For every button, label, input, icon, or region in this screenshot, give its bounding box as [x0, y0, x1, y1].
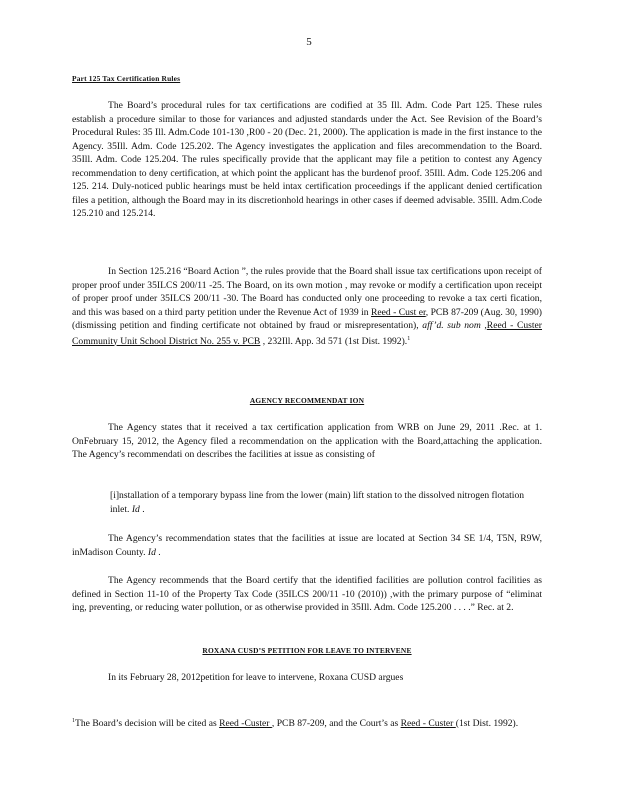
- paragraph-roxana-argues: [72, 671, 542, 685]
- text-run: , PCB 87-209 (Aug. 30, 1990) (dismissing petition and finding certificate not obtained by fraud or misrepresentation),: [72, 306, 542, 331]
- footnote-case-reed-custer-court: Reed - Custer: [400, 718, 456, 730]
- quote-run: [i]nstallation of a temporary bypass line from the lower (main) lift station to the dissolved nitrogen flotation inlet.: [110, 490, 525, 515]
- section-heading-agency-recommendation: [72, 396, 542, 405]
- paragraph-facility-location: [72, 532, 542, 559]
- case-citation-reed-custer-district: Reed - Custer Community Unit School District No. 255 v. PCB: [72, 320, 543, 347]
- paragraph-text: The Board’s procedural rules for tax certifications are codified at 35 Ill. Adm. Code Part 125. These rules establish a procedure similar to those for variances and adjusted standards under the Act. See Revision of the Board’s Procedural Rules: 35 Ill. Adm.Code 101-130 ,R00 - 20 (Dec. 21, 2000). The application is made in the first instance to the Agency. 35Ill. Adm. Code 125.202. The Agency investigates the application and files arecommendation to the Board. 35Ill. Adm. Code 125.204. The rules specifically provide that the applicant may file a petition to contest any Agency recommendation to deny certification, at which point the applicant has the burdenof proof. 35Ill. Adm. Code 125.206 and 125. 214. Duly-noticed public hearings must be held intax certification proceedings if the applicant denied certification files a petition, although the Board may in its discretionhold hearings in other cases if deemed advisable. 35Ill. Adm.Code 125.210 and 125.214.: [72, 100, 542, 219]
- paragraph-text: The Agency’s recommendation states that the facilities at issue are located at Section 34 SE 1/4, T5N, R9W, inMadison County. Id .: [72, 533, 542, 558]
- footnote-text: [72, 714, 542, 731]
- block-quote: [72, 489, 542, 516]
- paragraph-text: [72, 265, 542, 348]
- heading-text: Part 125 Tax Certification Rules: [72, 74, 181, 83]
- quote-text: [i]nstallation of a temporary bypass line from the lower (main) lift station to the dissolved nitrogen flotation inlet. Id .: [110, 490, 525, 515]
- footnote: [72, 714, 542, 731]
- heading-text: AGENCY RECOMMENDAT ION: [249, 396, 365, 405]
- text-run: (1st Dist. 1992).: [455, 718, 519, 730]
- paragraph-text: The Agency states that it received a tax certification application from WRB on June 29, 2011 .Rec. at 1. OnFebruary 15, 2012, the Agency filed a recommendation on the application with the Board,attaching the application. The Agency’s recommendati on describes the facilities at issue as consisting of: [72, 422, 542, 460]
- page-number: 5: [306, 36, 312, 48]
- section-heading-part-125: [72, 74, 542, 83]
- id-citation: Id: [147, 546, 156, 558]
- text-run: The Agency’s recommendation states that the facilities at issue are located at Section 34 SE 1/4, T5N, R9W, inMadison County.: [72, 533, 542, 558]
- affd-sub-nom: aff’d. sub nom: [422, 320, 481, 331]
- paragraph-text: In its February 28, 2012petition for leave to intervene, Roxana CUSD argues: [108, 672, 404, 683]
- footnote-reference: 1: [407, 335, 411, 342]
- text-run: The Board’s decision will be cited as: [75, 718, 220, 730]
- text-run: ,: [480, 320, 487, 331]
- text-run: , 232Ill. App. 3d 571 (1st Dist. 1992).: [260, 335, 408, 347]
- text-run: In Section 125.216 “Board Action ”, the rules provide that the Board shall issue tax certifications upon receipt of proper proof under 35ILCS 200/11 -25. The Board, on its own motion , may revoke or modify a certification upon receipt of proper proof under 35ILCS 200/11 -30. The Board has conducted only one proceeding to revoke a tax certi fication, and this was based on a third party petition under the Revenue Act of 1939 in: [72, 266, 542, 318]
- paragraph-agency-states: [72, 421, 542, 462]
- footnote-marker: 1: [72, 718, 75, 724]
- section-heading-roxana-petition: [72, 646, 542, 655]
- paragraph-text: The Agency recommends that the Board certify that the identified facilities are pollution control facilities as defined in Section 11-10 of the Property Tax Code (35ILCS 200/11 -10 (2010)) ,with the primary purpose of “eliminat ing, preventing, or reducing water pollution, or as otherwise provided in 35Ill. Adm. Code 125.200 . . . .” Rec. at 2.: [72, 575, 542, 613]
- paragraph-agency-recommends: [72, 574, 542, 615]
- heading-text: ROXANA CUSD’S PETITION FOR LEAVE TO INTERVENE: [202, 646, 412, 655]
- footnote-case-reed-custer: Reed -Custer: [219, 718, 272, 730]
- paragraph-procedural-rules: [72, 99, 542, 221]
- paragraph-board-action: [72, 265, 542, 348]
- case-citation-reed-custer: Reed - Cust er: [370, 306, 426, 318]
- text-run: , PCB 87-209, and the Court’s as: [271, 718, 401, 730]
- id-citation: Id: [131, 503, 140, 515]
